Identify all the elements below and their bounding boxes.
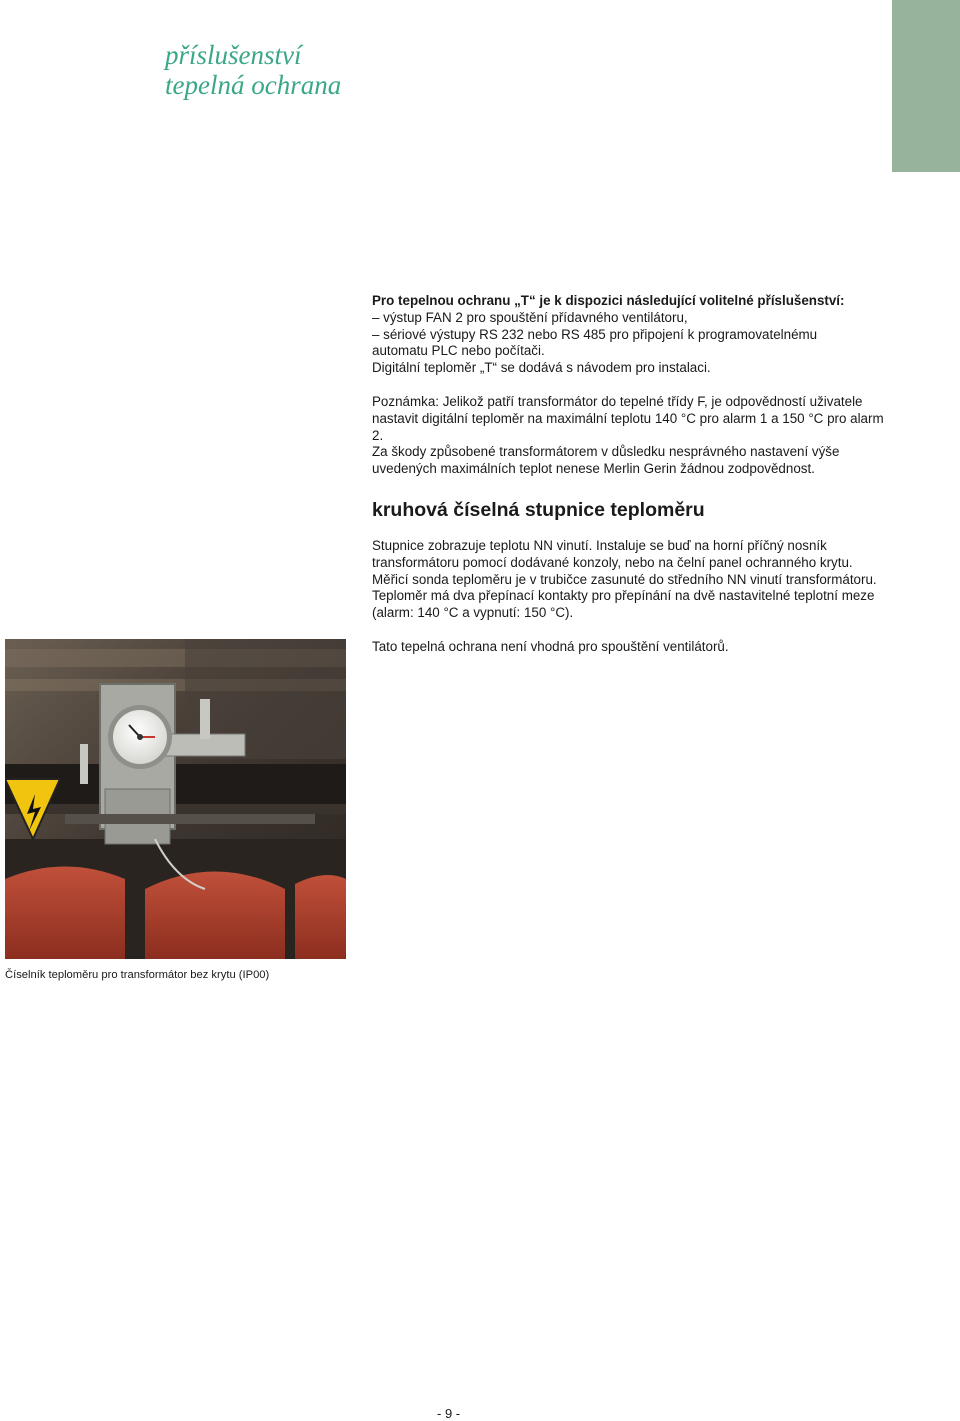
accessories-note: Digitální teploměr „T“ se dodává s návodem pro instalaci. [372, 360, 711, 376]
figure-caption: Číselník teploměru pro transformátor bez krytu (IP00) [5, 969, 270, 981]
accessory-item-fan: – výstup FAN 2 pro spouštění přídavného ventilátoru, [372, 309, 688, 325]
accessory-item-serial-cont: automatu PLC nebo počítači. [372, 343, 545, 359]
thermometer-photo [5, 639, 346, 959]
dial-section-heading: kruhová číselná stupnice teploměru [372, 498, 705, 521]
dial-paragraph-fans: Tato tepelná ochrana není vhodná pro spouštění ventilátorů. [372, 638, 729, 654]
thermometer-photo-illustration [5, 639, 346, 959]
page-number: - 9 - [437, 1406, 461, 1421]
dial-paragraph-display: Stupnice zobrazuje teplotu NN vinutí. Instaluje se buď na horní příčný nosník transformátoru pomocí dodávané konzoly, nebo na čelní panel ochranného krytu. [372, 537, 853, 570]
dial-paragraph-probe: Měřicí sonda teploměru je v trubičce zasunuté do středního NN vinutí transformátoru. [372, 571, 877, 587]
dial-paragraph-contacts: Teploměr má dva přepínací kontakty pro přepínání na dvě nastavitelné teplotní meze (alarm: 140 °C a vypnutí: 150 °C). [372, 588, 875, 621]
accessory-item-serial: – sériové výstupy RS 232 nebo RS 485 pro připojení k programovatelnému [372, 326, 818, 342]
main-content [372, 293, 892, 656]
section-title [165, 40, 341, 100]
accessories-heading: Pro tepelnou ochranu „T“ je k dispozici následující volitelné příslušenství: [372, 293, 845, 308]
liability-paragraph: Za škody způsobené transformátorem v důsledku nesprávného nastavení výše uvedených maximálních teplot nenese Merlin Gerin žádnou zodpovědnost. [372, 444, 840, 477]
section-title-line-1: příslušenství [165, 40, 302, 70]
remark-paragraph: Poznámka: Jelikož patří transformátor do tepelné třídy F, je odpovědností uživatele nastavit digitální teploměr na maximální teplotu 140 °C pro alarm 1 a 150 °C pro alarm 2. [372, 393, 884, 443]
corner-color-block [892, 0, 960, 172]
section-title-line-2: tepelná ochrana [165, 70, 342, 100]
